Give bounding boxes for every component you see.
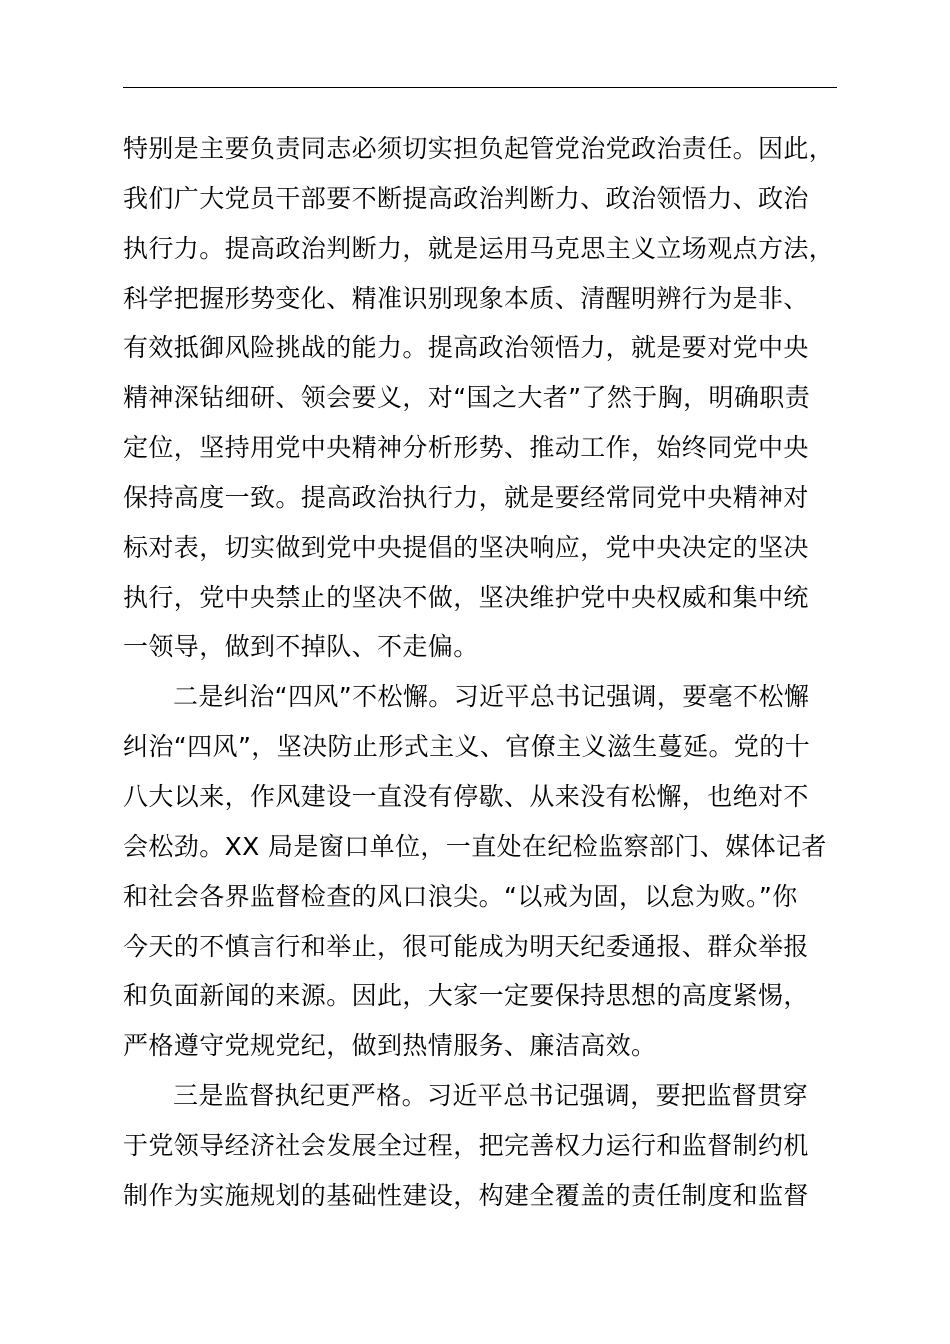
text-line: 一领导，做到不掉队、不走偏。 — [123, 632, 479, 662]
document-body — [123, 124, 837, 1221]
text-line: 科学把握形势变化、精准识别现象本质、清醒明辨行为是非、 — [123, 283, 809, 313]
text-line: 我们广大党员干部要不断提高政治判断力、政治领悟力、政治 — [123, 183, 809, 213]
text-line: 和社会各界监督检查的风口浪尖。“以戒为固，以怠为败。”你 — [123, 881, 798, 911]
text-line: 定位，坚持用党中央精神分析形势、推动工作，始终同党中央 — [123, 433, 809, 463]
text-line: 标对表，切实做到党中央提倡的坚决响应，党中央决定的坚决 — [123, 532, 809, 562]
text-line: 执行力。提高政治判断力，就是运用马克思主义立场观点方法， — [123, 233, 835, 263]
paragraph-start-line: 三是监督执纪更严格。习近平总书记强调，要把监督贯穿 — [173, 1081, 809, 1111]
text-line: 精神深钻细研、领会要义，对“国之大者”了然于胸，明确职责 — [123, 383, 811, 413]
text-line: 八大以来，作风建设一直没有停歇、从来没有松懈，也绝对不 — [123, 781, 809, 811]
text-line: 今天的不慎言行和举止，很可能成为明天纪委通报、群众举报 — [123, 931, 809, 961]
text-line: 于党领导经济社会发展全过程，把完善权力运行和监督制约机 — [123, 1130, 809, 1160]
header-rule — [123, 87, 837, 88]
text-line: 有效抵御风险挑战的能力。提高政治领悟力，就是要对党中央 — [123, 333, 809, 363]
text-line: 保持高度一致。提高政治执行力，就是要经常同党中央精神对 — [123, 482, 809, 512]
text-line: 会松劲。XX 局是窗口单位，一直处在纪检监察部门、媒体记者 — [123, 831, 827, 861]
text-line: 特别是主要负责同志必须切实担负起管党治党政治责任。因此， — [123, 134, 835, 163]
text-line: 严格遵守党规党纪，做到热情服务、廉洁高效。 — [123, 1031, 657, 1061]
text-line: 执行，党中央禁止的坚决不做，坚决维护党中央权威和集中统 — [123, 582, 809, 612]
text-line: 和负面新闻的来源。因此，大家一定要保持思想的高度紧惕， — [123, 981, 809, 1011]
text-line: 制作为实施规划的基础性建设，构建全覆盖的责任制度和监督 — [123, 1180, 809, 1210]
text-line: 纠治“四风”，坚决防止形式主义、官僚主义滋生蔓延。党的十 — [123, 732, 811, 762]
paragraph-start-line: 二是纠治“四风”不松懈。习近平总书记强调，要毫不松懈 — [173, 682, 810, 712]
